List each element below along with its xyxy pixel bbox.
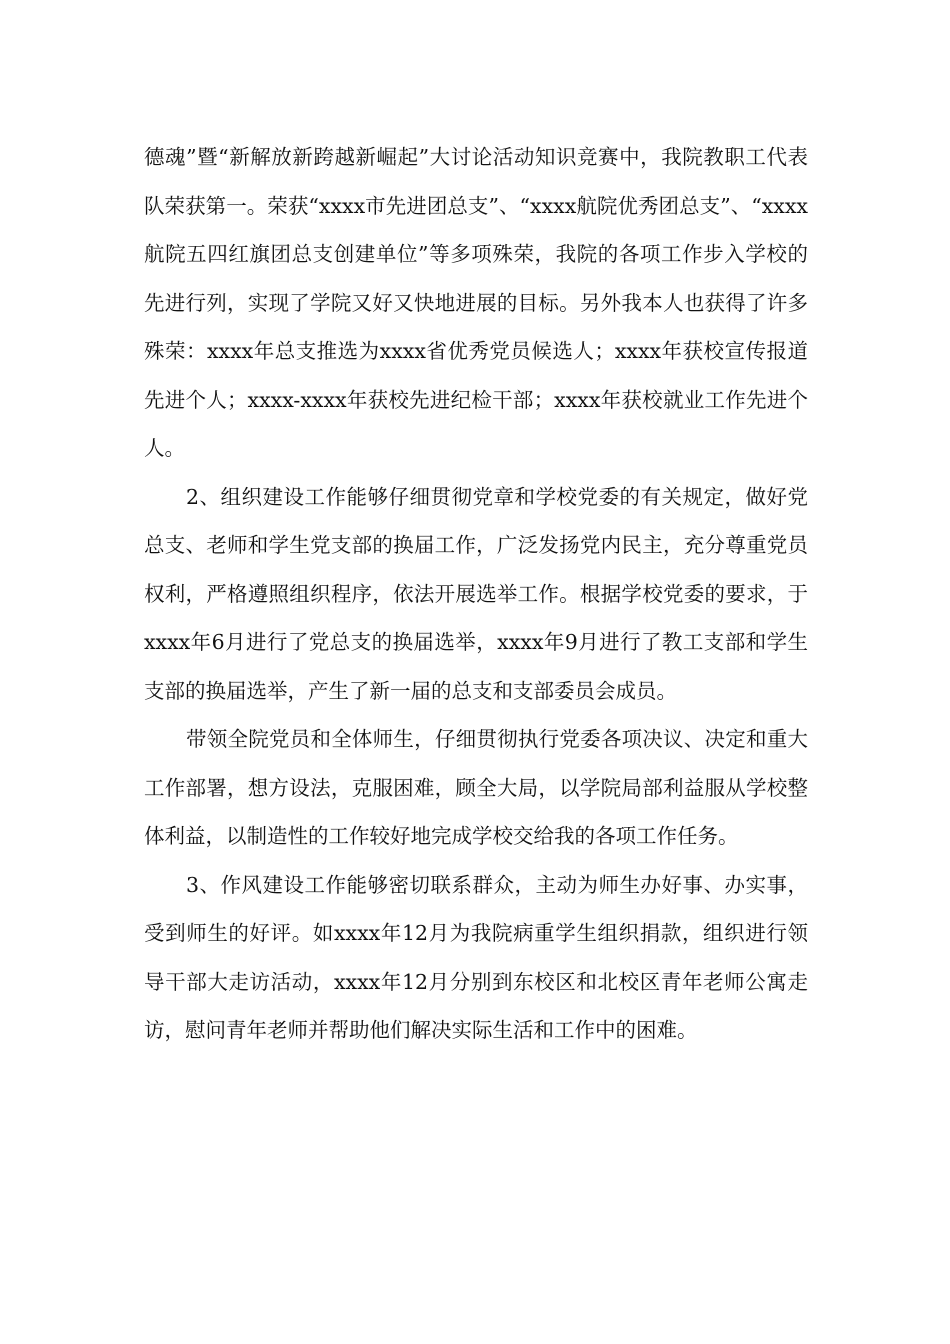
paragraph-leadership: 带领全院党员和全体师生，仔细贯彻执行党委各项决议、决定和重大工作部署，想方设法，克服困难，顾全大局，以学院局部利益服从学校整体利益，以制造性的工作较好地完成学校交给我的各项工作任务。 [144,727,808,848]
paragraph-awards: 德魂”暨“新解放新跨越新崛起”大讨论活动知识竞赛中，我院教职工代表队荣获第一。荣获“xxxx市先进团总支”、“xxxx航院优秀团总支”、“xxxx航院五四红旗团总支创建单位”等多项殊荣，我院的各项工作步入学校的先进行列，实现了学院又好又快地进展的目标。另外我本人也获得了许多殊荣：xxxx年总支推选为xxxx省优秀党员候选人；xxxx年获校宣传报道先进个人；xxxx-xxxx年获校先进纪检干部；xxxx年获校就业工作先进个人。 [144,145,808,460]
paragraph-organization-building: 2、组织建设工作能够仔细贯彻党章和学校党委的有关规定，做好党总支、老师和学生党支部的换届工作，广泛发扬党内民主，充分尊重党员权利，严格遵照组织程序，依法开展选举工作。根据学校党委的要求，于xxxx年6月进行了党总支的换届选举，xxxx年9月进行了教工支部和学生支部的换届选举，产生了新一届的总支和支部委员会成员。 [144,484,808,703]
paragraph-work-style-building: 3、作风建设工作能够密切联系群众，主动为师生办好事、办实事，受到师生的好评。如xxxx年12月为我院病重学生组织捐款，组织进行领导干部大走访活动，xxxx年12月分别到东校区和北校区青年老师公寓走访，慰问青年老师并帮助他们解决实际生活和工作中的困难。 [144,872,808,1042]
document-body [144,133,808,1055]
